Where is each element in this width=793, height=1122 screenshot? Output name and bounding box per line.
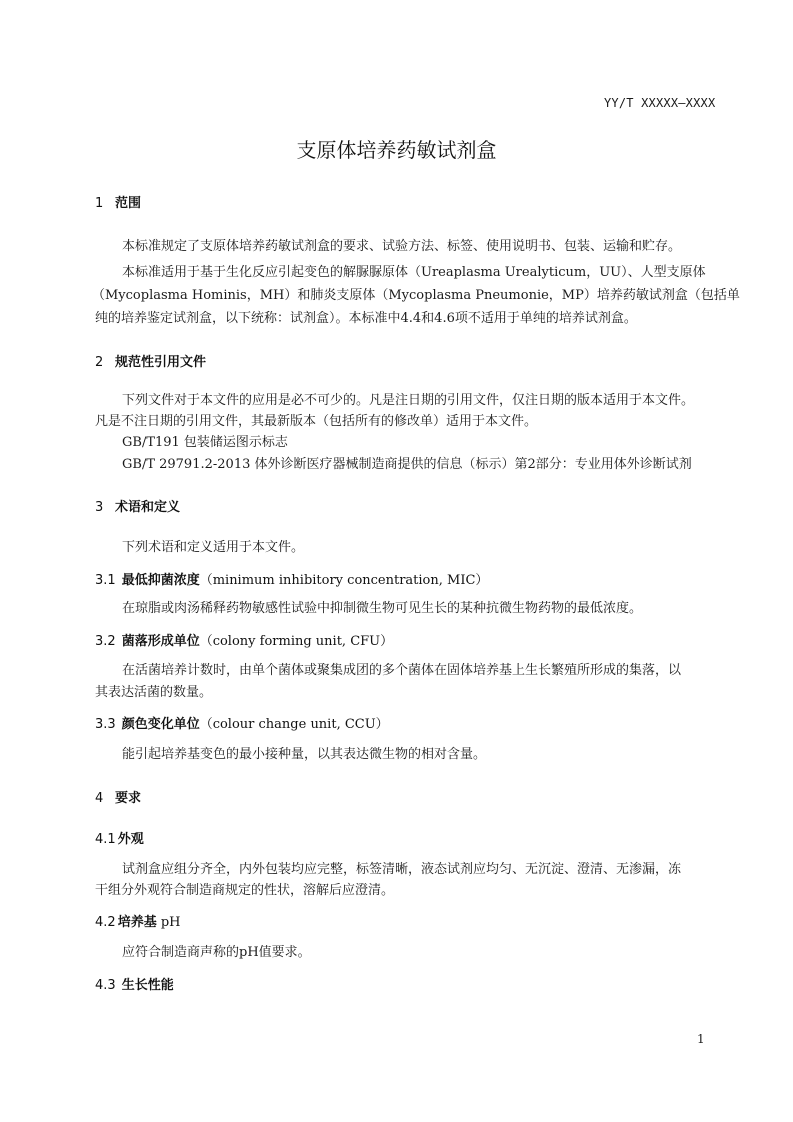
- term-3-2-heading: [95, 630, 393, 649]
- term-3-3-definition: 能引起培养基变色的最小接种量，以其表达微生物的相对含量。: [122, 747, 487, 762]
- reference-gb-t29791: GB/T 29791.2-2013 体外诊断医疗器械制造商提供的信息（标示）第2部分：专业用体外诊断试剂: [122, 457, 692, 472]
- section-number: 3: [95, 500, 104, 515]
- section-3-heading: [95, 496, 180, 515]
- term-3-1-definition: 在琼脂或肉汤稀释药物敏感性试验中抑制微生物可见生长的某种抗微生物药物的最低浓度。: [122, 601, 643, 616]
- term-name: 颜色变化单位: [121, 717, 200, 732]
- term-3-2-definition-line-2: 其表达活菌的数量。: [95, 685, 213, 700]
- term-english: （colony forming unit, CFU）: [199, 634, 394, 649]
- requirement-number: 4.1: [95, 832, 116, 847]
- scope-paragraph-2-line-2: （Mycoplasma Hominis，MH）和肺炎支原体（Mycoplasma Pneumonie，MP）培养药敏试剂盒（包括单: [92, 288, 740, 303]
- term-english: （colour change unit, CCU）: [199, 717, 389, 732]
- term-name: 最低抑菌浓度: [121, 573, 200, 588]
- section-number: 4: [95, 791, 104, 806]
- term-3-3-heading: [95, 713, 389, 732]
- term-3-2-definition-line-1: 在活菌培养计数时，由单个菌体或聚集成团的多个菌体在固体培养基上生长繁殖所形成的集落，以: [122, 663, 682, 678]
- normative-paragraph-line-2: 凡是不注日期的引用文件，其最新版本（包括所有的修改单）适用于本文件。: [95, 414, 538, 429]
- term-number: 3.2: [95, 634, 116, 649]
- requirement-number: 4.3: [95, 978, 116, 993]
- normative-paragraph-line-1: 下列文件对于本文件的应用是必不可少的。凡是注日期的引用文件，仅注日期的版本适用于本文件。: [122, 393, 695, 408]
- section-number: 2: [95, 355, 104, 370]
- section-title: 规范性引用文件: [115, 355, 207, 370]
- section-2-heading: [95, 351, 206, 370]
- requirement-4-1-heading: [95, 828, 144, 847]
- requirement-4-3-heading: [95, 974, 174, 993]
- standard-code: YY/T XXXXX—XXXX: [604, 96, 716, 110]
- term-name: 菌落形成单位: [121, 634, 200, 649]
- requirement-english: pH: [156, 915, 181, 930]
- section-title: 范围: [115, 196, 142, 211]
- requirement-4-1-text-line-1: 试剂盒应组分齐全，内外包装均应完整，标签清晰，液态试剂应均匀、无沉淀、澄清、无渗漏，冻: [122, 862, 682, 877]
- scope-paragraph-1: 本标准规定了支原体培养药敏试剂盒的要求、试验方法、标签、使用说明书、包装、运输和贮存。: [122, 239, 682, 254]
- requirement-name: 外观: [117, 832, 144, 847]
- term-number: 3.1: [95, 573, 116, 588]
- requirement-name: 培养基: [117, 915, 157, 930]
- reference-gb-t191: GB/T191 包装储运图示标志: [122, 435, 288, 450]
- term-3-1-heading: [95, 569, 488, 588]
- requirement-number: 4.2: [95, 915, 116, 930]
- page-number: 1: [697, 1032, 705, 1046]
- requirement-4-2-heading: [95, 911, 181, 930]
- section-4-heading: [95, 787, 141, 806]
- terms-intro: 下列术语和定义适用于本文件。: [122, 540, 305, 555]
- term-number: 3.3: [95, 717, 116, 732]
- section-title: 术语和定义: [115, 500, 181, 515]
- requirement-4-1-text-line-2: 干组分外观符合制造商规定的性状，溶解后应澄清。: [95, 883, 395, 898]
- requirement-name: 生长性能: [121, 978, 174, 993]
- requirement-4-2-text: 应符合制造商声称的pH值要求。: [122, 945, 311, 960]
- section-1-heading: [95, 192, 141, 211]
- term-english: （minimum inhibitory concentration, MIC）: [199, 573, 489, 588]
- section-title: 要求: [115, 791, 142, 806]
- section-number: 1: [95, 196, 104, 211]
- document-title: 支原体培养药敏试剂盒: [296, 138, 497, 162]
- scope-paragraph-2-line-3: 纯的培养鉴定试剂盒，以下统称：试剂盒）。本标准中4.4和4.6项不适用于单纯的培养试剂盒。: [95, 311, 637, 326]
- scope-paragraph-2-line-1: 本标准适用于基于生化反应引起变色的解脲脲原体（Ureaplasma Urealyticum，UU）、人型支原体: [122, 265, 706, 280]
